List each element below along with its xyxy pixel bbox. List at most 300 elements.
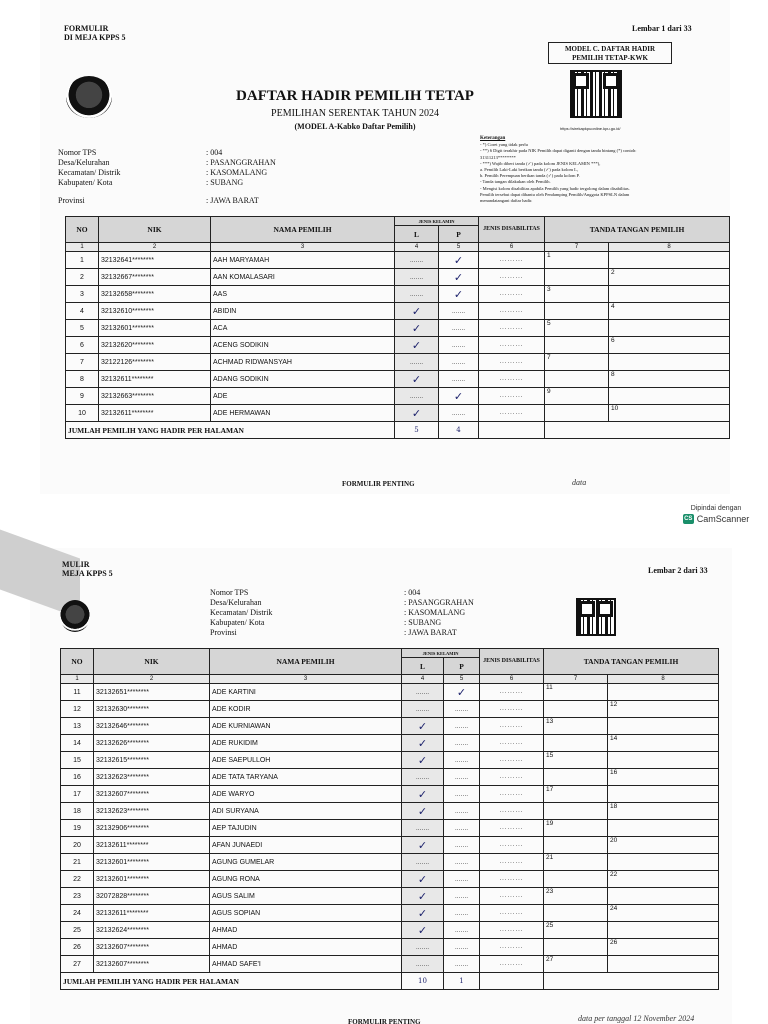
row-number: 23 <box>61 888 94 905</box>
signature-cell <box>544 786 608 803</box>
row-nik: 32072828******** <box>94 888 210 905</box>
signature-number: 21 <box>546 854 554 861</box>
column-number: 3 <box>210 675 402 684</box>
note-line: menandatangani daftar hadir. <box>480 198 533 204</box>
page-subtitle: PEMILIHAN SERENTAK TAHUN 2024 <box>271 108 439 119</box>
info-row: Provinsi : JAWA BARAT <box>58 196 259 205</box>
signature-cell-empty <box>608 786 719 803</box>
row-gender-p <box>444 803 480 820</box>
signature-cell-empty <box>608 718 719 735</box>
row-number: 25 <box>61 922 94 939</box>
row-gender-p <box>444 854 480 871</box>
row-gender-p <box>444 769 480 786</box>
row-gender-l <box>395 303 439 320</box>
table-row <box>61 752 719 769</box>
row-nik: 32132623******** <box>94 769 210 786</box>
row-nama: AHMAD <box>210 922 402 939</box>
signature-cell-empty <box>545 371 609 388</box>
total-row <box>66 422 730 439</box>
col-header-jenis-kelamin: JENIS KELAMIN <box>395 217 479 226</box>
row-gender-p <box>439 388 479 405</box>
signature-cell-empty <box>608 956 719 973</box>
check-l-icon: ....... <box>415 688 430 696</box>
signature-cell <box>608 837 719 854</box>
table-row <box>61 871 719 888</box>
signature-cell <box>608 735 719 752</box>
check-l-icon: ✓ <box>411 304 422 318</box>
row-nama: ADI SURYANA <box>210 803 402 820</box>
check-p-icon: ....... <box>454 841 469 849</box>
footer-label: FORMULIR PENTING <box>348 1018 421 1024</box>
signature-cell-empty <box>544 871 608 888</box>
check-l-icon: ....... <box>409 273 424 281</box>
signature-cell-empty <box>609 286 730 303</box>
row-nik: 32132607******** <box>94 939 210 956</box>
row-gender-l <box>402 837 444 854</box>
note-line: - **) 6 Digit terakhir pada NIK Pemilih dapat diganti dengan tanda bintang (*) contoh: <box>480 148 637 154</box>
note-line: - ***) Wajib diberi tanda (✓) pada kolom JENIS KELAMIN ***), <box>480 160 601 166</box>
table-row <box>66 371 730 388</box>
scanner-caption: Dipindai dengan <box>690 505 742 512</box>
row-number: 4 <box>66 303 99 320</box>
row-nik: 32132611******** <box>99 405 211 422</box>
signature-cell <box>545 286 609 303</box>
scanner-brand: CamScanner <box>696 514 750 524</box>
row-gender-l <box>402 854 444 871</box>
signature-cell-empty <box>609 252 730 269</box>
scanner-watermark <box>676 505 756 535</box>
row-gender-p <box>444 905 480 922</box>
row-number: 8 <box>66 371 99 388</box>
check-l-icon: ....... <box>415 858 430 866</box>
form-location-label: FORMULIR DI MEJA KPPS 5 <box>64 24 126 42</box>
check-p-icon: ....... <box>454 790 469 798</box>
row-nama: ADE RUKIDIM <box>210 735 402 752</box>
signature-number: 22 <box>610 871 618 878</box>
info-row: Kecamatan/ Distrik : KASOMALANG <box>58 168 268 177</box>
info-row: Nomor TPS : 004 <box>210 588 421 597</box>
signature-cell-empty <box>545 303 609 320</box>
row-number: 21 <box>61 854 94 871</box>
table-row <box>66 303 730 320</box>
row-disabilitas: ......... <box>480 769 544 786</box>
col-header-tanda-tangan: TANDA TANGAN PEMILIH <box>545 217 730 243</box>
column-number: 1 <box>66 243 99 252</box>
row-gender-l <box>402 735 444 752</box>
total-empty <box>544 973 719 990</box>
tps-info-block <box>210 588 524 638</box>
row-gender-l <box>402 684 444 701</box>
row-gender-l <box>402 718 444 735</box>
row-disabilitas: ......... <box>479 337 545 354</box>
row-nama: ABIDIN <box>211 303 395 320</box>
table-row <box>61 854 719 871</box>
row-disabilitas: ......... <box>479 388 545 405</box>
row-disabilitas: ......... <box>480 922 544 939</box>
column-number: 7 <box>544 675 608 684</box>
col-header-l: L <box>395 226 439 243</box>
row-gender-l <box>395 269 439 286</box>
signature-cell <box>609 371 730 388</box>
table-row <box>66 388 730 405</box>
qr-caption: https://sirekapkpuonline.kpu.go.id/ <box>560 126 621 131</box>
form-page-1 <box>40 0 730 494</box>
row-gender-p <box>439 303 479 320</box>
signature-cell-empty <box>545 337 609 354</box>
note-line: - Mengisi kolom disabilitas apabila Pemilih yang hadir tergolong dalam disabilitas. <box>480 185 630 191</box>
row-gender-p <box>444 684 480 701</box>
row-disabilitas: ......... <box>480 956 544 973</box>
row-gender-l <box>395 388 439 405</box>
qr-code-icon <box>576 598 616 636</box>
signature-number: 1 <box>547 252 551 259</box>
page-title: DAFTAR HADIR PEMILIH TETAP <box>236 88 474 104</box>
check-l-icon: ....... <box>415 943 430 951</box>
total-empty <box>480 973 544 990</box>
row-nik: 32132610******** <box>99 303 211 320</box>
row-number: 3 <box>66 286 99 303</box>
table-row <box>61 701 719 718</box>
row-nik: 32132623******** <box>94 803 210 820</box>
row-gender-p <box>444 701 480 718</box>
check-p-icon: ....... <box>451 409 466 417</box>
row-number: 1 <box>66 252 99 269</box>
row-number: 26 <box>61 939 94 956</box>
signature-cell <box>544 752 608 769</box>
table-header-row <box>61 649 719 658</box>
column-number: 8 <box>609 243 730 252</box>
row-gender-l <box>402 786 444 803</box>
signature-cell <box>608 769 719 786</box>
signature-cell <box>544 718 608 735</box>
col-header-p: P <box>444 658 480 675</box>
row-number: 12 <box>61 701 94 718</box>
row-gender-l <box>395 354 439 371</box>
col-header-nik: NIK <box>99 217 211 243</box>
check-l-icon: ✓ <box>417 736 428 750</box>
row-nama: AGUNG GUMELAR <box>210 854 402 871</box>
check-p-icon: ....... <box>454 943 469 951</box>
row-gender-p <box>444 837 480 854</box>
date-footer: data <box>572 478 587 487</box>
row-nama: AHMAD <box>210 939 402 956</box>
check-l-icon: ✓ <box>417 838 428 852</box>
row-number: 19 <box>61 820 94 837</box>
row-disabilitas: ......... <box>480 871 544 888</box>
signature-cell-empty <box>544 837 608 854</box>
row-gender-p <box>439 269 479 286</box>
row-disabilitas: ......... <box>479 371 545 388</box>
total-l: 5 <box>395 422 439 439</box>
row-nama: ACA <box>211 320 395 337</box>
col-header-no: NO <box>61 649 94 675</box>
row-nama: ADE KARTINI <box>210 684 402 701</box>
col-header-no: NO <box>66 217 99 243</box>
row-nik: 32132611******** <box>94 905 210 922</box>
row-gender-l <box>395 252 439 269</box>
column-number-row <box>61 675 719 684</box>
signature-cell <box>609 269 730 286</box>
row-gender-p <box>444 718 480 735</box>
row-number: 10 <box>66 405 99 422</box>
col-header-l: L <box>402 658 444 675</box>
signature-cell <box>609 405 730 422</box>
check-l-icon: ✓ <box>411 372 422 386</box>
row-nama: ACENG SODIKIN <box>211 337 395 354</box>
check-p-icon: ....... <box>454 875 469 883</box>
signature-cell-empty <box>544 905 608 922</box>
table-row <box>66 286 730 303</box>
row-nik: 32122126******** <box>99 354 211 371</box>
signature-number: 7 <box>547 354 551 361</box>
qr-code-icon <box>570 70 622 118</box>
total-label: JUMLAH PEMILIH YANG HADIR PER HALAMAN <box>66 422 395 439</box>
row-gender-p <box>439 354 479 371</box>
col-header-disabilitas: JENIS DISABILITAS <box>480 649 544 675</box>
row-gender-l <box>402 803 444 820</box>
page-subtitle-model: (MODEL A-Kabko Daftar Pemilih) <box>294 122 416 131</box>
check-l-icon: ✓ <box>417 906 428 920</box>
column-number: 2 <box>99 243 211 252</box>
row-disabilitas: ......... <box>480 786 544 803</box>
column-number: 4 <box>402 675 444 684</box>
check-l-icon: ✓ <box>411 406 422 420</box>
row-gender-p <box>439 337 479 354</box>
check-l-icon: ✓ <box>411 338 422 352</box>
row-gender-l <box>402 752 444 769</box>
check-l-icon: ✓ <box>417 719 428 733</box>
row-nama: ACHMAD RIDWANSYAH <box>211 354 395 371</box>
row-nama: ADE KURNIAWAN <box>210 718 402 735</box>
table-row <box>61 718 719 735</box>
column-number: 3 <box>211 243 395 252</box>
row-disabilitas: ......... <box>480 854 544 871</box>
row-nama: AGUNG RONA <box>210 871 402 888</box>
row-disabilitas: ......... <box>480 820 544 837</box>
row-gender-l <box>402 871 444 888</box>
total-row <box>61 973 719 990</box>
column-number: 5 <box>444 675 480 684</box>
row-number: 22 <box>61 871 94 888</box>
row-gender-l <box>395 371 439 388</box>
table-row <box>66 269 730 286</box>
signature-cell <box>609 303 730 320</box>
row-disabilitas: ......... <box>480 888 544 905</box>
form-page-2 <box>30 548 732 1024</box>
row-nama: ADE WARYO <box>210 786 402 803</box>
check-p-icon: ✓ <box>453 287 464 301</box>
table-row <box>61 786 719 803</box>
signature-number: 19 <box>546 820 554 827</box>
row-gender-p <box>444 956 480 973</box>
signature-cell <box>608 871 719 888</box>
check-l-icon: ✓ <box>417 787 428 801</box>
signature-number: 11 <box>546 684 553 691</box>
column-number: 5 <box>439 243 479 252</box>
row-gender-l <box>395 286 439 303</box>
row-gender-p <box>444 888 480 905</box>
check-p-icon: ....... <box>454 824 469 832</box>
row-gender-p <box>444 871 480 888</box>
col-header-nama: NAMA PEMILIH <box>211 217 395 243</box>
row-nama: AHMAD SAFE'I <box>210 956 402 973</box>
signature-cell-empty <box>609 354 730 371</box>
signature-cell-empty <box>544 939 608 956</box>
info-row: Provinsi : JAWA BARAT <box>210 628 457 637</box>
signature-cell <box>545 354 609 371</box>
col-header-disabilitas: JENIS DISABILITAS <box>479 217 545 243</box>
check-l-icon: ....... <box>415 773 430 781</box>
row-gender-l <box>402 905 444 922</box>
signature-cell <box>545 320 609 337</box>
row-disabilitas: ......... <box>479 320 545 337</box>
row-gender-l <box>395 405 439 422</box>
info-row: Desa/Kelurahan : PASANGGRAHAN <box>58 158 276 167</box>
signature-cell <box>544 684 608 701</box>
note-line: b. Pemilih Perempuan berikan tanda (✓) pada kolom P. <box>480 173 580 179</box>
column-number: 2 <box>94 675 210 684</box>
kpu-logo-icon <box>66 76 112 118</box>
row-disabilitas: ......... <box>480 803 544 820</box>
tps-info-block <box>58 148 326 206</box>
row-nik: 32132611******** <box>94 837 210 854</box>
table-header-row <box>66 217 730 226</box>
info-row: Kabupaten/ Kota : SUBANG <box>58 178 244 187</box>
check-l-icon: ....... <box>409 290 424 298</box>
check-p-icon: ....... <box>451 307 466 315</box>
row-nik: 32132651******** <box>94 684 210 701</box>
table-row <box>61 905 719 922</box>
check-p-icon: ....... <box>451 375 466 383</box>
signature-cell-empty <box>608 752 719 769</box>
row-nama: ADE <box>211 388 395 405</box>
check-p-icon: ....... <box>454 705 469 713</box>
row-nik: 32132626******** <box>94 735 210 752</box>
row-number: 14 <box>61 735 94 752</box>
check-l-icon: ✓ <box>417 889 428 903</box>
signature-number: 20 <box>610 837 618 844</box>
total-empty <box>545 422 730 439</box>
check-l-icon: ✓ <box>417 753 428 767</box>
signature-cell-empty <box>609 388 730 405</box>
row-gender-p <box>439 405 479 422</box>
signature-number: 16 <box>610 769 618 776</box>
signature-cell-empty <box>544 769 608 786</box>
table-row <box>61 820 719 837</box>
check-l-icon: ✓ <box>417 872 428 886</box>
row-disabilitas: ......... <box>480 905 544 922</box>
signature-number: 26 <box>610 939 618 946</box>
table-row <box>61 735 719 752</box>
column-number-row <box>66 243 730 252</box>
column-number: 4 <box>395 243 439 252</box>
signature-cell-empty <box>608 820 719 837</box>
check-p-icon: ....... <box>454 926 469 934</box>
row-number: 7 <box>66 354 99 371</box>
signature-number: 17 <box>546 786 554 793</box>
total-p: 4 <box>439 422 479 439</box>
signature-number: 15 <box>546 752 554 759</box>
signature-cell-empty <box>609 320 730 337</box>
row-nik: 32132641******** <box>99 252 211 269</box>
signature-number: 14 <box>610 735 618 742</box>
signature-number: 6 <box>611 337 615 344</box>
row-nik: 32132611******** <box>99 371 211 388</box>
signature-cell <box>544 922 608 939</box>
check-p-icon: ....... <box>454 858 469 866</box>
check-l-icon: ✓ <box>411 321 422 335</box>
row-gender-p <box>444 752 480 769</box>
row-nama: ADANG SODIKIN <box>211 371 395 388</box>
row-gender-l <box>395 320 439 337</box>
info-row: Desa/Kelurahan : PASANGGRAHAN <box>210 598 474 607</box>
signature-cell-empty <box>545 269 609 286</box>
signature-cell <box>544 956 608 973</box>
signature-cell-empty <box>544 701 608 718</box>
table-row <box>66 354 730 371</box>
row-number: 20 <box>61 837 94 854</box>
check-p-icon: ....... <box>454 960 469 968</box>
check-p-icon: ✓ <box>456 685 467 699</box>
row-nama: AGUS SALIM <box>210 888 402 905</box>
signature-cell <box>544 820 608 837</box>
column-number: 6 <box>479 243 545 252</box>
row-gender-l <box>402 956 444 973</box>
row-nik: 32132615******** <box>94 752 210 769</box>
row-number: 16 <box>61 769 94 786</box>
signature-number: 3 <box>547 286 551 293</box>
check-p-icon: ....... <box>451 324 466 332</box>
row-nama: ADE SAEPULLOH <box>210 752 402 769</box>
row-gender-l <box>402 922 444 939</box>
row-nik: 32132601******** <box>99 320 211 337</box>
row-disabilitas: ......... <box>480 837 544 854</box>
signature-cell <box>544 854 608 871</box>
table-row <box>66 337 730 354</box>
row-gender-p <box>439 252 479 269</box>
row-nama: AGUS SOPIAN <box>210 905 402 922</box>
signature-cell <box>545 388 609 405</box>
camscanner-logo <box>683 514 750 524</box>
voter-table-page-1 <box>65 216 730 439</box>
row-disabilitas: ......... <box>479 269 545 286</box>
table-row <box>61 888 719 905</box>
row-nik: 32132630******** <box>94 701 210 718</box>
check-p-icon: ....... <box>454 739 469 747</box>
signature-number: 27 <box>546 956 554 963</box>
check-p-icon: ....... <box>454 722 469 730</box>
table-row <box>61 922 719 939</box>
signature-cell-empty <box>608 854 719 871</box>
signature-number: 18 <box>610 803 618 810</box>
row-gender-p <box>439 320 479 337</box>
row-nama: AFAN JUNAEDI <box>210 837 402 854</box>
row-number: 11 <box>61 684 94 701</box>
check-l-icon: ....... <box>409 256 424 264</box>
row-number: 6 <box>66 337 99 354</box>
row-disabilitas: ......... <box>479 405 545 422</box>
row-number: 24 <box>61 905 94 922</box>
row-number: 13 <box>61 718 94 735</box>
check-l-icon: ....... <box>415 960 430 968</box>
info-row: Kabupaten/ Kota : SUBANG <box>210 618 442 627</box>
check-l-icon: ....... <box>415 705 430 713</box>
row-gender-p <box>444 786 480 803</box>
row-disabilitas: ......... <box>480 939 544 956</box>
row-disabilitas: ......... <box>479 354 545 371</box>
check-p-icon: ....... <box>451 358 466 366</box>
row-number: 18 <box>61 803 94 820</box>
